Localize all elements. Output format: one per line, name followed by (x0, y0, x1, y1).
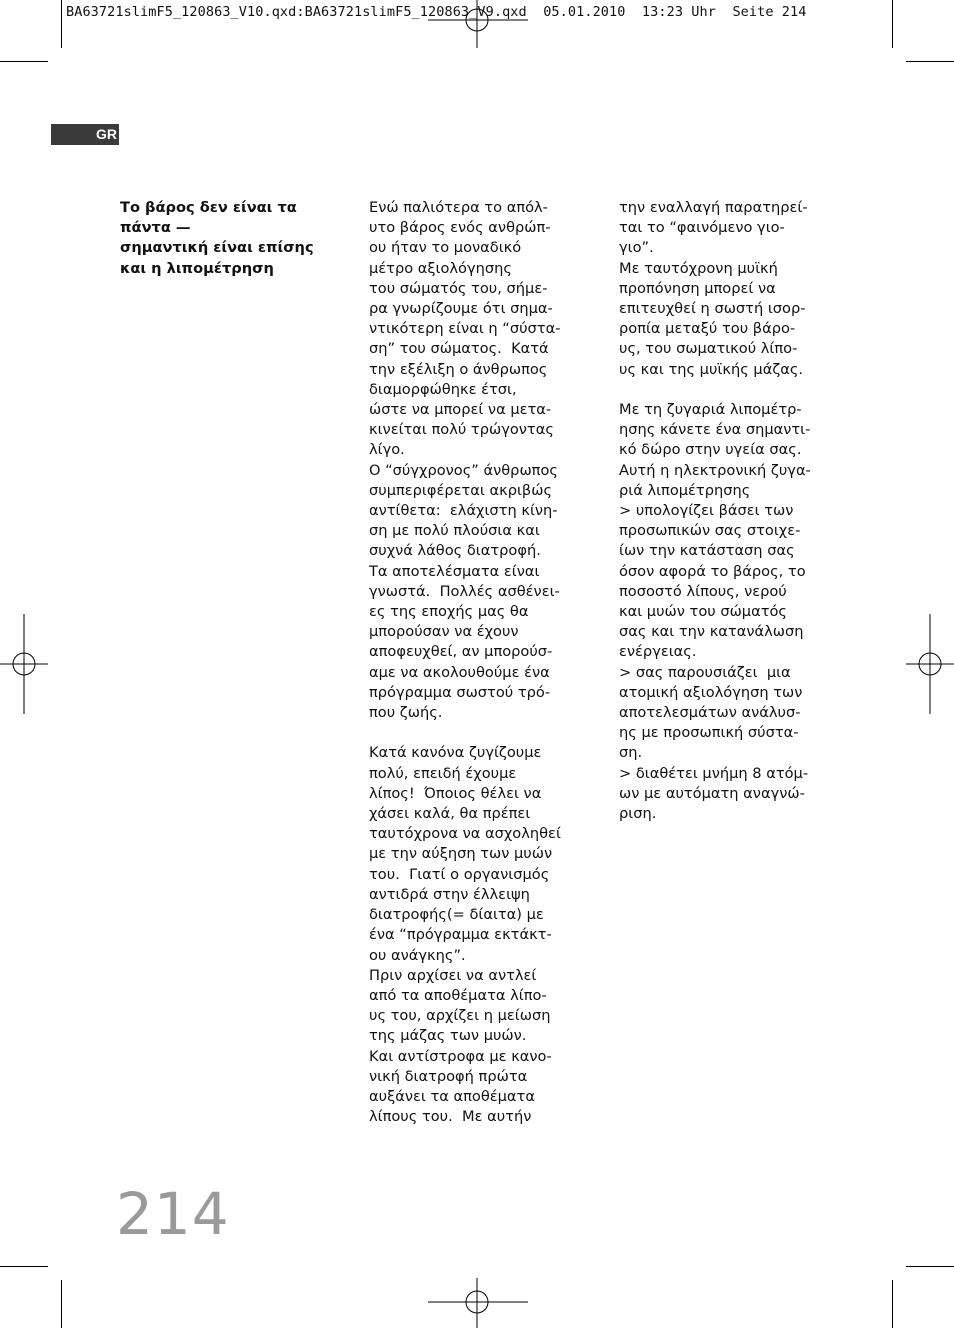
body-text-line: ες της εποχής μας θα (369, 603, 529, 621)
body-text-line: χάσει καλά, θα πρέπει (369, 805, 531, 823)
body-text-line: Ο “σύγχρονος” άνθρωπος (369, 461, 558, 479)
body-text-line: υτο βάρος ενός ανθρώπ- (369, 219, 551, 237)
body-text-line: επιτευχθεί η σωστή ισορ- (619, 300, 806, 318)
body-text-line: ένα “πρόγραμμα εκτάκτ- (369, 926, 552, 944)
body-text-line: την εξέλιξη ο άνθρωπος (369, 360, 548, 378)
body-text-line: συμπεριφέρεται ακριβώς (369, 481, 553, 499)
body-text-line: ου ήταν το μοναδικό (369, 239, 522, 257)
body-text-line: Αυτή η ηλεκτρονική ζυγα- (619, 461, 811, 479)
body-text-line: ατομική αξιολόγηση των (619, 683, 803, 701)
body-text-line: αποτελεσμάτων ανάλυσ- (619, 704, 801, 722)
body-text-line: Τα αποτελέσματα είναι (369, 562, 540, 580)
heading-line: πάντα — (120, 219, 191, 237)
paragraph-gap (369, 723, 599, 743)
body-text-line: γνωστά. Πολλές ασθένει- (369, 582, 560, 600)
heading-line: σημαντική είναι επίσης (120, 239, 314, 257)
body-text-line: κινείται πολύ τρώγοντας (369, 421, 554, 439)
body-text-line: διατροφής(= δίαιτα) με (369, 906, 544, 924)
body-text-line: του σώματός του, σήμε- (369, 279, 548, 297)
body-text-line: Ενώ παλιότερα το απόλ- (369, 199, 548, 216)
body-text-line: λίπους του. Με αυτήν (369, 1108, 532, 1126)
body-text-line: του. Γιατί ο οργανισμός (369, 865, 550, 883)
body-text-line: ται το “φαινόμενο γιο- (619, 219, 785, 237)
paragraph-gap (619, 380, 849, 400)
body-text-line: ση” του σώματος. Κατά (369, 340, 549, 358)
body-text-line: με την αύξηση των μυών (369, 845, 553, 863)
body-text-line: ου ανάγκης”. (369, 946, 466, 964)
body-text-line: όσον αφορά το βάρος, το (619, 562, 806, 580)
body-text-line: συχνά λάθος διατροφή. (369, 542, 541, 560)
body-text-line: υς και της μυϊκής μάζας. (619, 360, 804, 378)
body-text-line: πολύ, επειδή έχουμε (369, 764, 517, 782)
body-column-2 (369, 198, 599, 1127)
registration-mark-top (428, 0, 528, 48)
file-slug-line: BA63721slimF5_120863_V10.qxd:BA63721slimF5_120863_V9.qxd 05.01.2010 13:23 Uhr Seite 214 (66, 4, 807, 20)
body-text-line: υς του, αρχίζει η μείωση (369, 1007, 551, 1025)
heading-line: και η λιπομέτρηση (120, 259, 274, 277)
registration-mark-left (0, 614, 48, 714)
body-text-line: ριά λιπομέτρησης (619, 481, 751, 499)
body-text-line: γιο”. (619, 239, 654, 257)
heading-line: Το βάρος δεν είναι τα (120, 199, 297, 216)
body-text-line: πρόγραμμα σωστού τρό- (369, 683, 551, 701)
body-text-line: ποσοστό λίπους, νερού (619, 582, 787, 600)
body-text-line: ησης κάνετε ένα σημαντι- (619, 421, 811, 439)
body-text-line: και μυών του σώματός (619, 603, 787, 621)
body-text-line: ης με προσωπική σύστα- (619, 724, 799, 742)
body-text-line: ντικότερη είναι η “σύστα- (369, 320, 561, 338)
body-text-line: από τα αποθέματα λίπο- (369, 986, 547, 1004)
body-text-line: αμε να ακολουθούμε ένα (369, 663, 550, 681)
body-text-line: ίων την κατάσταση σας (619, 542, 795, 560)
body-text-line: λίπος! Όποιος θέλει να (369, 784, 542, 802)
body-text-line: υς, του σωματικού λίπο- (619, 340, 798, 358)
body-text-line: νική διατροφή πρώτα (369, 1067, 528, 1085)
body-text-line: ταυτόχρονα να ασχοληθεί (369, 825, 561, 843)
body-text-line: ση με πολύ πλούσια και (369, 522, 540, 540)
body-text-line: διαμορφώθηκε έτσι, (369, 380, 517, 398)
body-text-line: μπορούσαν να έχουν (369, 623, 519, 641)
body-text-line: > διαθέτει μνήμη 8 ατόμ- (619, 764, 809, 782)
body-text-line: Με τη ζυγαριά λιπομέτρ- (619, 401, 802, 419)
body-text-line: > σας παρουσιάζει μια (619, 663, 791, 681)
body-text-line: ριση. (619, 805, 657, 823)
body-text-line: ώστε να μπορεί να μετα- (369, 401, 552, 419)
language-tab: GR (51, 124, 119, 145)
body-text-line: Με ταυτόχρονη μυϊκή (619, 259, 778, 277)
body-text-line: σας και την κατανάλωση (619, 623, 804, 641)
body-text-line: Πριν αρχίσει να αντλεί (369, 966, 537, 984)
body-text-line: κό δώρο στην υγεία σας. (619, 441, 802, 459)
body-text-line: Κατά κανόνα ζυγίζουμε (369, 744, 542, 762)
body-text-line: την εναλλαγή παρατηρεί- (619, 199, 808, 216)
body-text-line: ων με αυτόματη αναγνώ- (619, 784, 805, 802)
body-text-line: αποφευχθεί, αν μπορούσ- (369, 643, 553, 661)
registration-mark-right (906, 614, 954, 714)
body-text-line: αντίθετα: ελάχιστη κίνη- (369, 502, 558, 520)
body-text-line: προσωπικών σας στοιχε- (619, 522, 801, 540)
body-text-line: λίγο. (369, 441, 405, 459)
body-text-line: που ζωής. (369, 704, 443, 722)
registration-mark-bottom (428, 1278, 528, 1328)
body-column-3 (619, 198, 849, 824)
body-text-line: της μάζας των μυών. (369, 1027, 527, 1045)
body-text-line: ρα γνωρίζουμε ότι σημα- (369, 300, 553, 318)
body-text-line: αντιδρά στην έλλειψη (369, 885, 530, 903)
body-text-line: Και αντίστροφα με κανο- (369, 1047, 552, 1065)
body-text-line: αυξάνει τα αποθέματα (369, 1087, 535, 1105)
body-text-line: ενέργειας. (619, 643, 697, 661)
body-text-line: ση. (619, 744, 643, 762)
body-text-line: ροπία μεταξύ του βάρο- (619, 320, 796, 338)
body-text-line: > υπολογίζει βάσει των (619, 502, 794, 520)
body-text-line: μέτρο αξιολόγησης (369, 259, 512, 277)
body-text-line: προπόνηση μπορεί να (619, 279, 776, 297)
page-number: 214 (116, 1180, 230, 1248)
section-heading (120, 198, 340, 279)
